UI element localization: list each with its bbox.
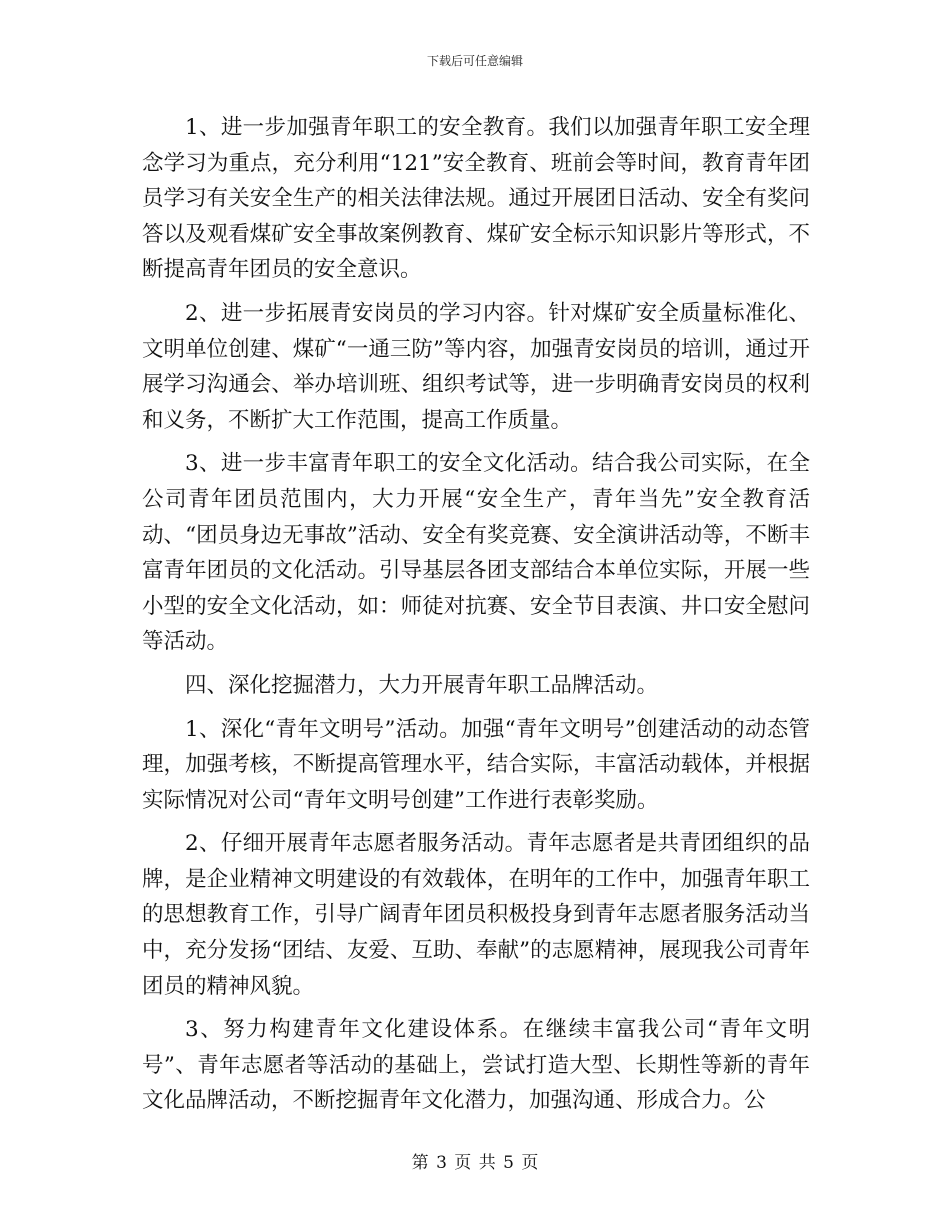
paragraph-1: 1、进一步加强青年职工的安全教育。我们以加强青年职工安全理念学习为重点，充分利用“121”安全教育、班前会等时间，教育青年团员学习有关安全生产的相关法律法规。通过开展团日活动、安全有奖问答以及观看煤矿安全事故案例教育、煤矿安全标示知识影片等形式，不断提高青年团员的安全意识。 [142, 115, 810, 283]
paragraph-2: 2、进一步拓展青安岗员的学习内容。针对煤矿安全质量标准化、文明单位创建、煤矿“一通三防”等内容，加强青安岗员的培训，通过开展学习沟通会、举办培训班、组织考试等，进一步明确青安岗员的权利和义务，不断扩大工作范围，提高工作质量。 [142, 300, 810, 433]
paragraph-3: 3、进一步丰富青年职工的安全文化活动。结合我公司实际，在全公司青年团员范围内，大力开展“安全生产，青年当先”安全教育活动、“团员身边无事故”活动、安全有奖竞赛、安全演讲活动等，不断丰富青年团员的文化活动。引导基层各团支部结合本单位实际，开展一些小型的安全文化活动，如：师徒对抗赛、安全节目表演、井口安全慰问等活动。 [142, 451, 810, 655]
paragraph-4: 1、深化“青年文明号”活动。加强“青年文明号”创建活动的动态管理，加强考核，不断提高管理水平，结合实际，丰富活动载体，并根据实际情况对公司“青年文明号创建”工作进行表彰奖励。 [142, 716, 810, 813]
section-heading: 四、深化挖掘潜力，大力开展青年职工品牌活动。 [185, 672, 659, 698]
document-body [142, 110, 810, 1119]
page-header: 下载后可任意编辑 [426, 54, 523, 68]
paragraph-5: 2、仔细开展青年志愿者服务活动。青年志愿者是共青团组织的品牌，是企业精神文明建设的有效载体，在明年的工作中，加强青年职工的思想教育工作，引导广阔青年团员积极投身到青年志愿者服务活动当中，充分发扬“团结、友爱、互助、奉献”的志愿精神，展现我公司青年团员的精神风貌。 [142, 831, 810, 999]
page-footer: 第 3 页 共 5 页 [411, 1153, 539, 1173]
paragraph-6: 3、努力构建青年文化建设体系。在继续丰富我公司“青年文明号”、青年志愿者等活动的基础上，尝试打造大型、长期性等新的青年文化品牌活动，不断挖掘青年文化潜力，加强沟通、形成合力。公 [142, 1017, 810, 1114]
